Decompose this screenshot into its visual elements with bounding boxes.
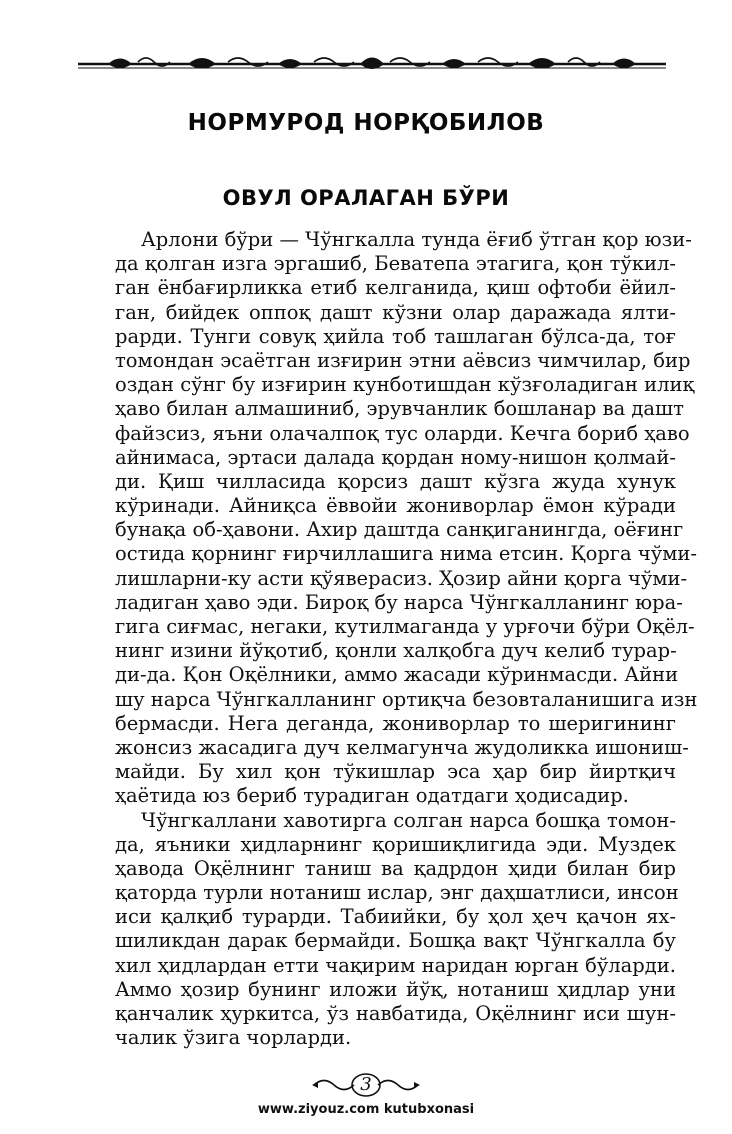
story-title: ОВУЛ ОРАЛАГАН БЎРИ [222,186,510,210]
text-line: ҳаётида юз бериб турадиган одатдаги ҳодисадир. [115,784,629,808]
text-line: кўринади. Айниқса ёввойи жониворлар ёмон кўради [115,494,676,518]
text-line: ган ёнбағирликка етиб келганида, қиш офтоби ёйил- [115,276,676,300]
text-line: бунақа об-ҳавони. Ахир даштда санқиганингда, оёғинг [115,518,684,542]
page-number: 3 [360,1074,372,1095]
text-line: бермасди. Нега деганда, жониворлар то шеригининг [115,711,676,735]
text-line: Чўнгкаллани хавотирга солган нарса бошқа томон- [141,808,676,832]
text-line: чалик ўзига чорларди. [115,1026,352,1050]
text-line: қаторда турли нотаниш ислар, энг даҳшатлиси, инсон [115,881,679,905]
text-line: да қолган изга эргашиб, Беватепа этагига, қон тўкил- [115,252,676,276]
text-line: остида қорнинг ғирчиллашига нима етсин. Қорга чўми- [115,542,697,566]
text-line: томондан эсаётган изғирин этни аёвсиз чимчилар, бир [115,348,691,372]
text-line: ладиган ҳаво эди. Бироқ бу нарса Чўнгкалланинг юра- [115,590,683,614]
text-line: файзсиз, яъни олачалпоқ тус оларди. Кечга бориб ҳаво [115,421,690,445]
text-line: шу нарса Чўнгкалланинг ортиқча безовталанишига изн [115,687,698,711]
text-line: ҳавода Оқёлнинг таниш ва қадрдон ҳиди билан бир [115,856,676,880]
top-ornament-border [78,48,666,78]
text-line: хил ҳидлардан етти чақирим наридан юрган бўларди. [115,953,676,977]
text-line: ди-да. Қон Оқёлники, аммо жасади кўринмасди. Айни [115,663,679,687]
text-line: Арлони бўри — Чўнгкалла тунда ёғиб ўтган қор юзи- [141,228,692,251]
text-line: Аммо ҳозир бунинг иложи йўқ, нотаниш ҳидлар уни [115,977,676,1001]
text-line: жонсиз жасадига дуч келмагунча жудоликка ишониш- [115,735,689,759]
text-line: рарди. Тунги совуқ ҳийла тоб ташлаган бўлса-да, тоғ [115,324,676,348]
text-line: шиликдан дарак бермайди. Бошқа вақт Чўнгкалла бу [115,929,676,953]
text-line: майди. Бу хил қон тўкишлар эса ҳар бир йиртқич [115,760,676,784]
text-line: ган, бийдек оппоқ дашт кўзни олар даражада ялти- [115,300,676,324]
site-credit: www.ziyouz.com kutubxonasi [257,1102,475,1117]
text-line: иси қалқиб турарди. Табиийки, бу ҳол ҳеч қачон ях- [115,905,676,929]
text-line: нинг изини йўқотиб, қонли халқобга дуч келиб турар- [115,639,677,663]
text-line: айнимаса, эртаси далада қордан ному-нишон қолмай- [115,445,676,469]
text-line: ҳаво билан алмашиниб, эрувчанлик бошланар ва дашт [115,397,684,421]
body-text [115,228,698,1050]
text-line: қанчалик ҳуркитса, ўз навбатида, Оқёлнинг иси шун- [115,1002,676,1025]
text-line: гига сиғмас, негаки, кутилмаганда у урғочи бўри Оқёл- [115,615,695,638]
text-line: лишларни-ку асти қўяверасиз. Ҳозир айни қорга чўми- [115,566,688,590]
text-line: да, яъники ҳидларнинг қоришиқлигида эди. Муздек [115,832,676,856]
text-line: оздан сўнг бу изғирин кунботишдан кўзғоладиган илиқ [115,373,695,397]
author-name: НОРМУРОД НОРҚОБИЛОВ [187,110,545,136]
text-line: ди. Қиш чилласида қорсиз дашт кўзга жуда хунук [115,469,676,493]
